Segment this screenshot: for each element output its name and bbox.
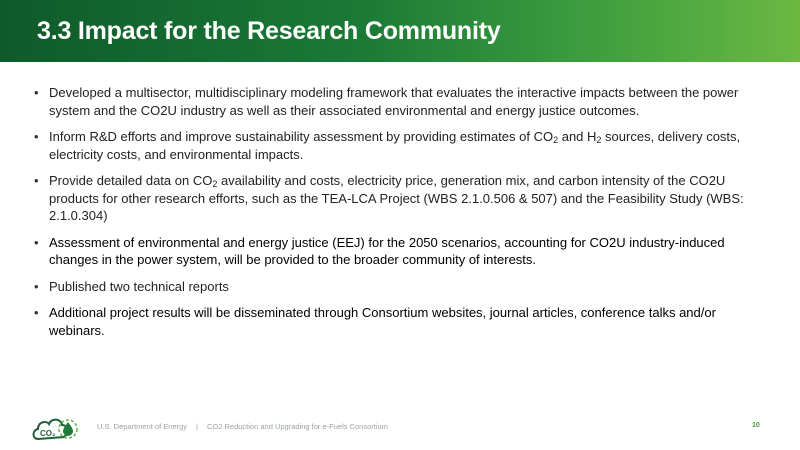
title-bar <box>0 0 800 62</box>
consortium-logo <box>30 411 82 445</box>
bullet-item-eej: • Assessment of environmental and energy justice (EEJ) for the 2050 scenarios, accounting for CO2U industry-induced changes in the power system, will be provided to the broader community of interests. <box>34 234 764 269</box>
bullet-item-detailed-data: • Provide detailed data on $CO_2$ availability and costs, electricity price, generation mix, and carbon intensity of the CO2U products for other research efforts, such as the TEA-LCA Project (WBS 2.1.0.506 & 507) and the Feasibility Study (WBS: 2.1.0.304) <box>34 172 764 225</box>
bullet-item-dissemination: • Additional project results will be disseminated through Consortium websites, journal articles, conference talks and/or webinars. <box>34 304 764 339</box>
logo-text: CO₂ <box>40 429 56 438</box>
bullet-item-framework: • Developed a multisector, multidisciplinary modeling framework that evaluates the interactive impacts between the power system and the CO2U industry as well as their associated environmental and energy justice outcomes. <box>34 84 764 119</box>
footer-text <box>97 422 388 431</box>
footer-org: U.S. Department of Energy <box>97 422 188 431</box>
bullet-item-inform-rd: • Inform R&D efforts and improve sustainability assessment by providing estimates of $CO_2$ and $H_2$ sources, delivery costs, electricity costs, and environmental impacts. <box>34 128 764 163</box>
footer-separator: | <box>196 422 198 431</box>
page-number: 10 <box>752 422 760 429</box>
cloud-drop-logo-icon <box>30 411 82 445</box>
bullet-list <box>34 84 764 348</box>
footer-consortium: CO2 Reduction and Upgrading for e-Fuels Consortium <box>207 422 388 431</box>
bullet-item-reports: • Published two technical reports <box>34 278 764 296</box>
slide-title: 3.3 Impact for the Research Community <box>37 17 501 45</box>
